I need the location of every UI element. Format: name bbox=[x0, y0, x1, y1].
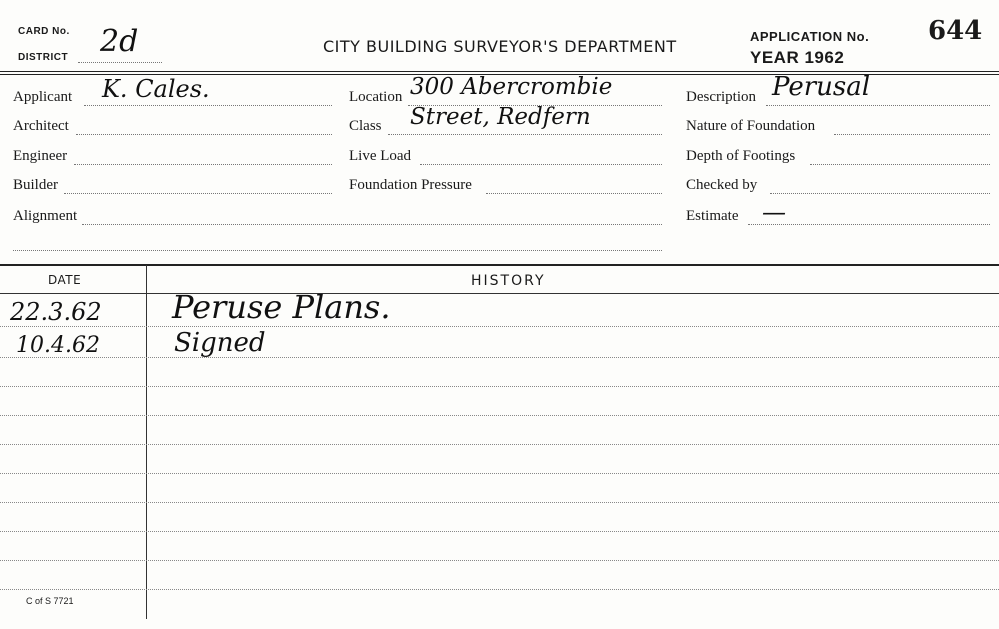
date-column-header: DATE bbox=[48, 273, 82, 287]
depth-of-footings-line bbox=[810, 164, 990, 165]
nature-of-foundation-line bbox=[834, 134, 990, 135]
history-header-rule bbox=[0, 293, 999, 294]
location-value: 300 Abercrombie bbox=[410, 74, 613, 100]
history-entry-text: Peruse Plans. bbox=[172, 288, 391, 326]
history-row-line bbox=[0, 473, 999, 474]
alignment-line-2 bbox=[13, 250, 662, 251]
history-row-line bbox=[0, 531, 999, 532]
history-row-line bbox=[0, 326, 999, 327]
checked-by-label: Checked by bbox=[686, 177, 758, 193]
history-entry-date: 22.3.62 bbox=[10, 298, 102, 326]
history-row-line bbox=[0, 589, 999, 590]
builder-line bbox=[64, 193, 332, 194]
department-title: CITY BUILDING SURVEYOR'S DEPARTMENT bbox=[323, 37, 677, 56]
live-load-label: Live Load bbox=[349, 148, 412, 164]
nature-of-foundation-label: Nature of Foundation bbox=[686, 118, 816, 134]
engineer-line bbox=[74, 164, 332, 165]
form-code: C of S 7721 bbox=[26, 596, 74, 606]
applicant-label: Applicant bbox=[13, 89, 73, 105]
district-label: DISTRICT bbox=[18, 52, 69, 63]
history-row-line bbox=[0, 386, 999, 387]
live-load-line bbox=[420, 164, 662, 165]
class-line bbox=[388, 134, 662, 135]
history-column-header: HISTORY bbox=[471, 273, 546, 289]
engineer-label: Engineer bbox=[13, 148, 68, 164]
description-value: Perusal bbox=[772, 72, 871, 102]
depth-of-footings-label: Depth of Footings bbox=[686, 148, 796, 164]
district-value: 2d bbox=[100, 24, 139, 59]
applicant-line bbox=[84, 105, 332, 106]
description-label: Description bbox=[686, 89, 756, 105]
history-row-line bbox=[0, 560, 999, 561]
district-line bbox=[78, 62, 162, 63]
history-entry-date: 10.4.62 bbox=[16, 333, 100, 358]
estimate-label: Estimate bbox=[686, 208, 739, 224]
architect-label: Architect bbox=[13, 118, 69, 134]
application-number: 644 bbox=[928, 16, 983, 46]
class-label: Class bbox=[349, 118, 382, 134]
history-entry-text: Signed bbox=[174, 328, 266, 358]
estimate-value: — bbox=[762, 198, 786, 226]
application-label: APPLICATION No. bbox=[750, 29, 870, 44]
checked-by-line bbox=[770, 193, 990, 194]
year-label: YEAR 1962 bbox=[750, 48, 845, 67]
architect-line bbox=[76, 134, 332, 135]
history-column-divider bbox=[146, 265, 147, 619]
builder-label: Builder bbox=[13, 177, 58, 193]
location-label: Location bbox=[349, 89, 403, 105]
alignment-line bbox=[82, 224, 662, 225]
class-value: Street, Redfern bbox=[410, 104, 591, 130]
description-line bbox=[766, 105, 990, 106]
card-no-label: CARD No. bbox=[18, 26, 70, 37]
history-row-line bbox=[0, 415, 999, 416]
foundation-pressure-line bbox=[486, 193, 662, 194]
applicant-value: K. Cales. bbox=[102, 75, 210, 103]
history-row-line bbox=[0, 357, 999, 358]
alignment-label: Alignment bbox=[13, 208, 78, 224]
foundation-pressure-label: Foundation Pressure bbox=[349, 177, 472, 193]
history-rule-top bbox=[0, 264, 999, 266]
history-row-line bbox=[0, 502, 999, 503]
history-row-line bbox=[0, 444, 999, 445]
